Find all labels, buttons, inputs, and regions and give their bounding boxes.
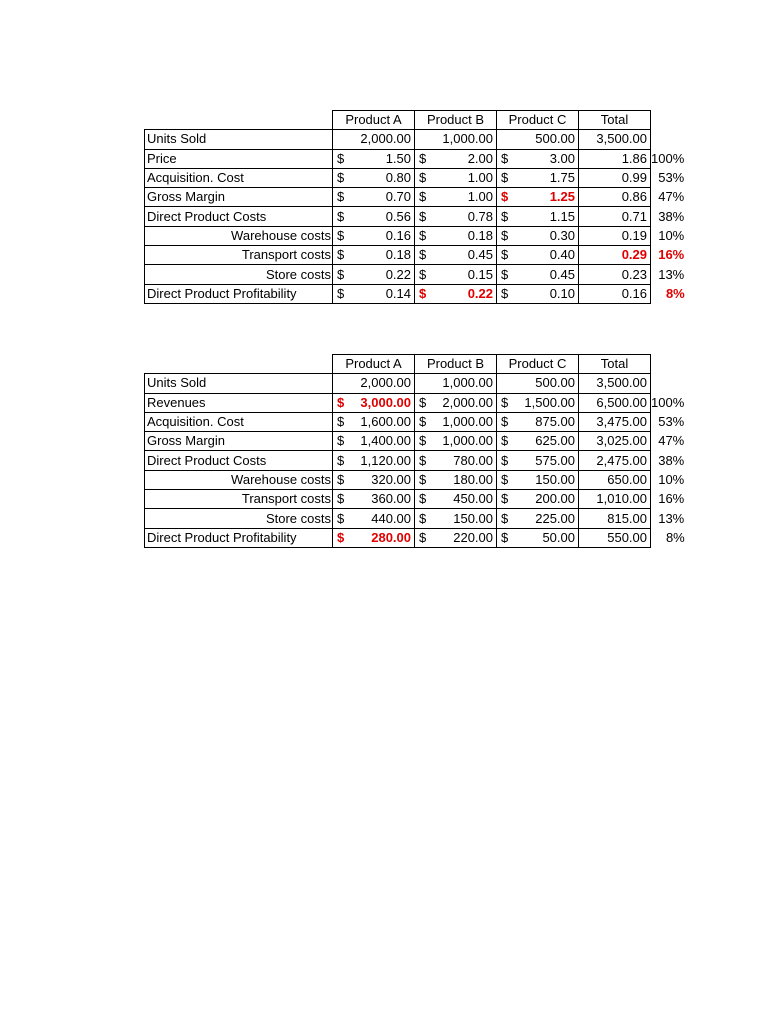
value-cell bbox=[333, 265, 415, 284]
total-amount-table bbox=[144, 354, 691, 548]
value-cell bbox=[497, 149, 579, 168]
currency-value bbox=[415, 413, 496, 431]
value-cell bbox=[415, 188, 497, 207]
value-cell bbox=[333, 470, 415, 489]
cell-value: 0.70 bbox=[385, 189, 411, 205]
currency-symbol: $ bbox=[501, 247, 509, 263]
currency-symbol: $ bbox=[501, 510, 509, 526]
row-label: Units Sold bbox=[145, 130, 333, 149]
value-cell bbox=[333, 207, 415, 226]
cell-value: 1.15 bbox=[549, 208, 575, 224]
currency-symbol: $ bbox=[419, 285, 427, 301]
value-cell bbox=[333, 528, 415, 547]
column-header: Product A bbox=[333, 111, 415, 130]
total-cell: 815.00 bbox=[579, 509, 651, 528]
currency-value bbox=[497, 150, 578, 168]
currency-value bbox=[497, 510, 578, 528]
row-label: Direct Product Costs bbox=[145, 451, 333, 470]
total-cell: 0.99 bbox=[579, 168, 651, 187]
currency-value bbox=[497, 208, 578, 226]
currency-value bbox=[415, 432, 496, 450]
cell-value: 2.00 bbox=[467, 150, 493, 166]
value-cell bbox=[415, 265, 497, 284]
cell-value: 0.14 bbox=[385, 285, 411, 301]
value-cell bbox=[415, 284, 497, 303]
percent-cell: 16% bbox=[658, 491, 685, 507]
currency-value bbox=[415, 246, 496, 264]
total-cell: 3,500.00 bbox=[579, 130, 651, 149]
cell-value: 875.00 bbox=[535, 414, 575, 430]
value-cell bbox=[415, 490, 497, 509]
total-cell: 650.00 bbox=[579, 470, 651, 489]
currency-symbol: $ bbox=[501, 170, 509, 186]
cell-value: 1.00 bbox=[467, 189, 493, 205]
row-label: Store costs bbox=[145, 509, 333, 528]
percent-cell: 8% bbox=[665, 285, 685, 301]
currency-symbol: $ bbox=[419, 208, 427, 224]
currency-value bbox=[333, 285, 414, 303]
value-cell bbox=[333, 393, 415, 412]
row-label: Direct Product Profitability bbox=[145, 528, 333, 547]
currency-value bbox=[333, 452, 414, 470]
currency-symbol: $ bbox=[419, 471, 427, 487]
currency-value bbox=[497, 471, 578, 489]
total-amount-table-body bbox=[145, 355, 691, 548]
currency-symbol: $ bbox=[337, 491, 345, 507]
value-cell bbox=[497, 226, 579, 245]
cell-value: 150.00 bbox=[535, 471, 575, 487]
currency-value bbox=[415, 510, 496, 528]
value-cell bbox=[415, 149, 497, 168]
value-cell bbox=[333, 284, 415, 303]
total-cell: 1.86 bbox=[579, 149, 651, 168]
value-cell bbox=[497, 490, 579, 509]
value-cell bbox=[333, 168, 415, 187]
table-row bbox=[145, 470, 691, 489]
currency-value bbox=[497, 169, 578, 187]
percent-cell: 16% bbox=[658, 247, 685, 263]
currency-symbol: $ bbox=[419, 394, 427, 410]
value-cell bbox=[333, 226, 415, 245]
total-cell: 1,010.00 bbox=[579, 490, 651, 509]
column-header: Product C bbox=[497, 111, 579, 130]
column-header: Product B bbox=[415, 111, 497, 130]
cell-value: 1,600.00 bbox=[360, 414, 411, 430]
currency-value bbox=[415, 266, 496, 284]
total-cell: 2,475.00 bbox=[579, 451, 651, 470]
column-header: Total bbox=[579, 355, 651, 374]
currency-value bbox=[415, 529, 496, 547]
header-corner bbox=[145, 111, 333, 130]
currency-symbol: $ bbox=[337, 471, 345, 487]
table-row bbox=[145, 207, 691, 226]
percent-cell: 10% bbox=[658, 227, 685, 243]
currency-symbol: $ bbox=[501, 452, 509, 468]
currency-value bbox=[333, 432, 414, 450]
total-cell: 6,500.00 bbox=[579, 393, 651, 412]
cell-value: 440.00 bbox=[371, 510, 411, 526]
value-cell bbox=[333, 188, 415, 207]
value-cell bbox=[333, 432, 415, 451]
table-row bbox=[145, 226, 691, 245]
cell-value: 1.25 bbox=[549, 189, 575, 205]
value-cell bbox=[333, 509, 415, 528]
currency-symbol: $ bbox=[419, 452, 427, 468]
total-cell: 0.86 bbox=[579, 188, 651, 207]
currency-symbol: $ bbox=[501, 491, 509, 507]
header-row bbox=[145, 111, 691, 130]
row-label: Store costs bbox=[145, 265, 333, 284]
total-cell: 0.16 bbox=[579, 284, 651, 303]
table-row bbox=[145, 149, 691, 168]
cell-value: 280.00 bbox=[371, 529, 411, 545]
total-cell: 0.71 bbox=[579, 207, 651, 226]
currency-symbol: $ bbox=[419, 170, 427, 186]
cell-value: 225.00 bbox=[535, 510, 575, 526]
currency-symbol: $ bbox=[419, 433, 427, 449]
currency-value bbox=[497, 266, 578, 284]
currency-symbol: $ bbox=[419, 189, 427, 205]
cell-value: 1.00 bbox=[467, 170, 493, 186]
value-cell bbox=[497, 246, 579, 265]
currency-value bbox=[497, 285, 578, 303]
currency-value bbox=[333, 490, 414, 508]
cell-value: 0.45 bbox=[549, 266, 575, 282]
value-cell bbox=[497, 168, 579, 187]
currency-symbol: $ bbox=[337, 510, 345, 526]
value-cell bbox=[497, 393, 579, 412]
currency-symbol: $ bbox=[501, 394, 509, 410]
table-row bbox=[145, 412, 691, 431]
value-cell bbox=[415, 528, 497, 547]
value-cell bbox=[497, 470, 579, 489]
currency-value bbox=[333, 169, 414, 187]
currency-symbol: $ bbox=[337, 529, 345, 545]
currency-value bbox=[333, 246, 414, 264]
value-cell bbox=[333, 130, 415, 149]
cell-value: 1,000.00 bbox=[442, 375, 493, 391]
value-cell bbox=[497, 509, 579, 528]
currency-symbol: $ bbox=[337, 247, 345, 263]
value-cell bbox=[415, 432, 497, 451]
currency-value bbox=[333, 150, 414, 168]
header-row bbox=[145, 355, 691, 374]
cell-value: 3,000.00 bbox=[360, 394, 411, 410]
currency-value bbox=[415, 169, 496, 187]
value-cell bbox=[497, 374, 579, 393]
cell-value: 220.00 bbox=[453, 529, 493, 545]
row-label: Units Sold bbox=[145, 374, 333, 393]
cell-value: 0.45 bbox=[467, 247, 493, 263]
percent-cell: 13% bbox=[658, 510, 685, 526]
value-cell bbox=[415, 393, 497, 412]
value-cell bbox=[333, 149, 415, 168]
currency-symbol: $ bbox=[501, 433, 509, 449]
cell-value: 1,000.00 bbox=[442, 433, 493, 449]
currency-symbol: $ bbox=[419, 150, 427, 166]
currency-value bbox=[333, 471, 414, 489]
row-label: Transport costs bbox=[145, 246, 333, 265]
currency-symbol: $ bbox=[501, 227, 509, 243]
currency-value bbox=[497, 529, 578, 547]
value-cell bbox=[415, 226, 497, 245]
cell-value: 0.40 bbox=[549, 247, 575, 263]
percent-cell: 100% bbox=[651, 150, 685, 166]
table-row bbox=[145, 130, 691, 149]
currency-symbol: $ bbox=[419, 491, 427, 507]
currency-value bbox=[333, 413, 414, 431]
percent-cell: 100% bbox=[651, 394, 685, 410]
cell-value: 2,000.00 bbox=[360, 131, 411, 147]
row-label: Warehouse costs bbox=[145, 226, 333, 245]
percent-cell: 8% bbox=[665, 529, 685, 545]
currency-value bbox=[415, 471, 496, 489]
table-row bbox=[145, 490, 691, 509]
value-cell bbox=[497, 528, 579, 547]
currency-value bbox=[497, 188, 578, 206]
currency-symbol: $ bbox=[501, 529, 509, 545]
currency-value bbox=[333, 227, 414, 245]
header-pct-spacer bbox=[651, 111, 691, 130]
cell-value: 0.30 bbox=[549, 227, 575, 243]
value-cell bbox=[415, 451, 497, 470]
currency-symbol: $ bbox=[501, 266, 509, 282]
value-cell bbox=[415, 412, 497, 431]
currency-value bbox=[333, 529, 414, 547]
currency-value bbox=[497, 452, 578, 470]
total-cell: 0.29 bbox=[579, 246, 651, 265]
cell-value: 1.50 bbox=[385, 150, 411, 166]
value-cell bbox=[497, 412, 579, 431]
currency-value bbox=[497, 413, 578, 431]
value-cell bbox=[497, 284, 579, 303]
percent-cell: 53% bbox=[658, 414, 685, 430]
currency-value bbox=[497, 246, 578, 264]
percent-cell: 38% bbox=[658, 208, 685, 224]
cell-value: 2,000.00 bbox=[442, 394, 493, 410]
currency-value bbox=[415, 285, 496, 303]
currency-value bbox=[333, 394, 414, 412]
value-cell bbox=[497, 451, 579, 470]
currency-value bbox=[333, 208, 414, 226]
total-cell: 3,500.00 bbox=[579, 374, 651, 393]
row-label: Gross Margin bbox=[145, 432, 333, 451]
cell-value: 180.00 bbox=[453, 471, 493, 487]
percent-cell bbox=[651, 374, 691, 393]
value-cell bbox=[333, 490, 415, 509]
row-label: Transport costs bbox=[145, 490, 333, 509]
percent-cell: 47% bbox=[658, 433, 685, 449]
table-row bbox=[145, 168, 691, 187]
cell-value: 3.00 bbox=[549, 150, 575, 166]
currency-value bbox=[333, 188, 414, 206]
currency-value bbox=[415, 188, 496, 206]
row-label: Gross Margin bbox=[145, 188, 333, 207]
currency-symbol: $ bbox=[337, 285, 345, 301]
table-row bbox=[145, 432, 691, 451]
cell-value: 0.16 bbox=[385, 227, 411, 243]
currency-symbol: $ bbox=[337, 433, 345, 449]
cell-value: 0.78 bbox=[467, 208, 493, 224]
currency-symbol: $ bbox=[337, 452, 345, 468]
currency-symbol: $ bbox=[419, 266, 427, 282]
row-label: Price bbox=[145, 149, 333, 168]
cell-value: 150.00 bbox=[453, 510, 493, 526]
per-unit-table bbox=[144, 110, 691, 304]
cell-value: 0.18 bbox=[467, 227, 493, 243]
cell-value: 2,000.00 bbox=[360, 375, 411, 391]
row-label: Acquisition. Cost bbox=[145, 412, 333, 431]
column-header: Product B bbox=[415, 355, 497, 374]
currency-symbol: $ bbox=[337, 189, 345, 205]
cell-value: 0.18 bbox=[385, 247, 411, 263]
table-row bbox=[145, 528, 691, 547]
table-row bbox=[145, 374, 691, 393]
cell-value: 0.15 bbox=[467, 266, 493, 282]
total-cell: 3,025.00 bbox=[579, 432, 651, 451]
currency-value bbox=[415, 452, 496, 470]
currency-symbol: $ bbox=[419, 414, 427, 430]
currency-value bbox=[415, 490, 496, 508]
per-unit-table-body bbox=[145, 111, 691, 304]
currency-value bbox=[415, 227, 496, 245]
cell-value: 780.00 bbox=[453, 452, 493, 468]
cell-value: 1,000.00 bbox=[442, 131, 493, 147]
header-corner bbox=[145, 355, 333, 374]
row-label: Revenues bbox=[145, 393, 333, 412]
percent-cell: 38% bbox=[658, 452, 685, 468]
cell-value: 575.00 bbox=[535, 452, 575, 468]
value-cell bbox=[415, 509, 497, 528]
value-cell bbox=[415, 168, 497, 187]
value-cell bbox=[415, 470, 497, 489]
column-header: Product C bbox=[497, 355, 579, 374]
value-cell bbox=[497, 432, 579, 451]
cell-value: 320.00 bbox=[371, 471, 411, 487]
table-row bbox=[145, 265, 691, 284]
currency-symbol: $ bbox=[501, 150, 509, 166]
cell-value: 0.80 bbox=[385, 170, 411, 186]
percent-cell: 47% bbox=[658, 189, 685, 205]
currency-symbol: $ bbox=[501, 189, 509, 205]
value-cell bbox=[415, 130, 497, 149]
cell-value: 0.56 bbox=[385, 208, 411, 224]
cell-value: 1,120.00 bbox=[360, 452, 411, 468]
currency-value bbox=[497, 490, 578, 508]
value-cell bbox=[415, 246, 497, 265]
cell-value: 1.75 bbox=[549, 170, 575, 186]
value-cell bbox=[333, 246, 415, 265]
column-header: Product A bbox=[333, 355, 415, 374]
table-row bbox=[145, 393, 691, 412]
currency-symbol: $ bbox=[337, 208, 345, 224]
header-pct-spacer bbox=[651, 355, 691, 374]
percent-cell: 53% bbox=[658, 170, 685, 186]
currency-symbol: $ bbox=[501, 285, 509, 301]
currency-symbol: $ bbox=[337, 150, 345, 166]
value-cell bbox=[333, 374, 415, 393]
cell-value: 450.00 bbox=[453, 491, 493, 507]
currency-symbol: $ bbox=[337, 394, 345, 410]
table-row bbox=[145, 451, 691, 470]
currency-symbol: $ bbox=[419, 227, 427, 243]
row-label: Acquisition. Cost bbox=[145, 168, 333, 187]
currency-value bbox=[415, 394, 496, 412]
value-cell bbox=[497, 188, 579, 207]
cell-value: 0.22 bbox=[385, 266, 411, 282]
value-cell bbox=[415, 207, 497, 226]
value-cell bbox=[415, 374, 497, 393]
cell-value: 500.00 bbox=[535, 375, 575, 391]
currency-symbol: $ bbox=[337, 414, 345, 430]
row-label: Direct Product Costs bbox=[145, 207, 333, 226]
currency-symbol: $ bbox=[501, 414, 509, 430]
value-cell bbox=[333, 412, 415, 431]
currency-symbol: $ bbox=[337, 266, 345, 282]
currency-value bbox=[415, 208, 496, 226]
cell-value: 1,400.00 bbox=[360, 433, 411, 449]
cell-value: 360.00 bbox=[371, 491, 411, 507]
percent-cell: 13% bbox=[658, 266, 685, 282]
currency-symbol: $ bbox=[501, 471, 509, 487]
cell-value: 50.00 bbox=[542, 529, 575, 545]
total-cell: 550.00 bbox=[579, 528, 651, 547]
currency-value bbox=[333, 510, 414, 528]
table-row bbox=[145, 188, 691, 207]
cell-value: 1,000.00 bbox=[442, 414, 493, 430]
currency-value bbox=[497, 432, 578, 450]
currency-symbol: $ bbox=[419, 247, 427, 263]
currency-symbol: $ bbox=[337, 170, 345, 186]
row-label: Direct Product Profitability bbox=[145, 284, 333, 303]
currency-symbol: $ bbox=[419, 529, 427, 545]
currency-symbol: $ bbox=[419, 510, 427, 526]
column-header: Total bbox=[579, 111, 651, 130]
currency-value bbox=[497, 394, 578, 412]
cell-value: 200.00 bbox=[535, 491, 575, 507]
cell-value: 0.10 bbox=[549, 285, 575, 301]
currency-symbol: $ bbox=[337, 227, 345, 243]
currency-value bbox=[415, 150, 496, 168]
table-row bbox=[145, 509, 691, 528]
currency-value bbox=[333, 266, 414, 284]
value-cell bbox=[333, 451, 415, 470]
percent-cell bbox=[651, 130, 691, 149]
table-row bbox=[145, 246, 691, 265]
currency-symbol: $ bbox=[501, 208, 509, 224]
cell-value: 1,500.00 bbox=[524, 394, 575, 410]
cell-value: 0.22 bbox=[467, 285, 493, 301]
total-cell: 0.23 bbox=[579, 265, 651, 284]
cell-value: 625.00 bbox=[535, 433, 575, 449]
cell-value: 500.00 bbox=[535, 131, 575, 147]
value-cell bbox=[497, 265, 579, 284]
total-cell: 3,475.00 bbox=[579, 412, 651, 431]
percent-cell: 10% bbox=[658, 471, 685, 487]
currency-value bbox=[497, 227, 578, 245]
total-cell: 0.19 bbox=[579, 226, 651, 245]
table-row bbox=[145, 284, 691, 303]
value-cell bbox=[497, 207, 579, 226]
value-cell bbox=[497, 130, 579, 149]
row-label: Warehouse costs bbox=[145, 470, 333, 489]
